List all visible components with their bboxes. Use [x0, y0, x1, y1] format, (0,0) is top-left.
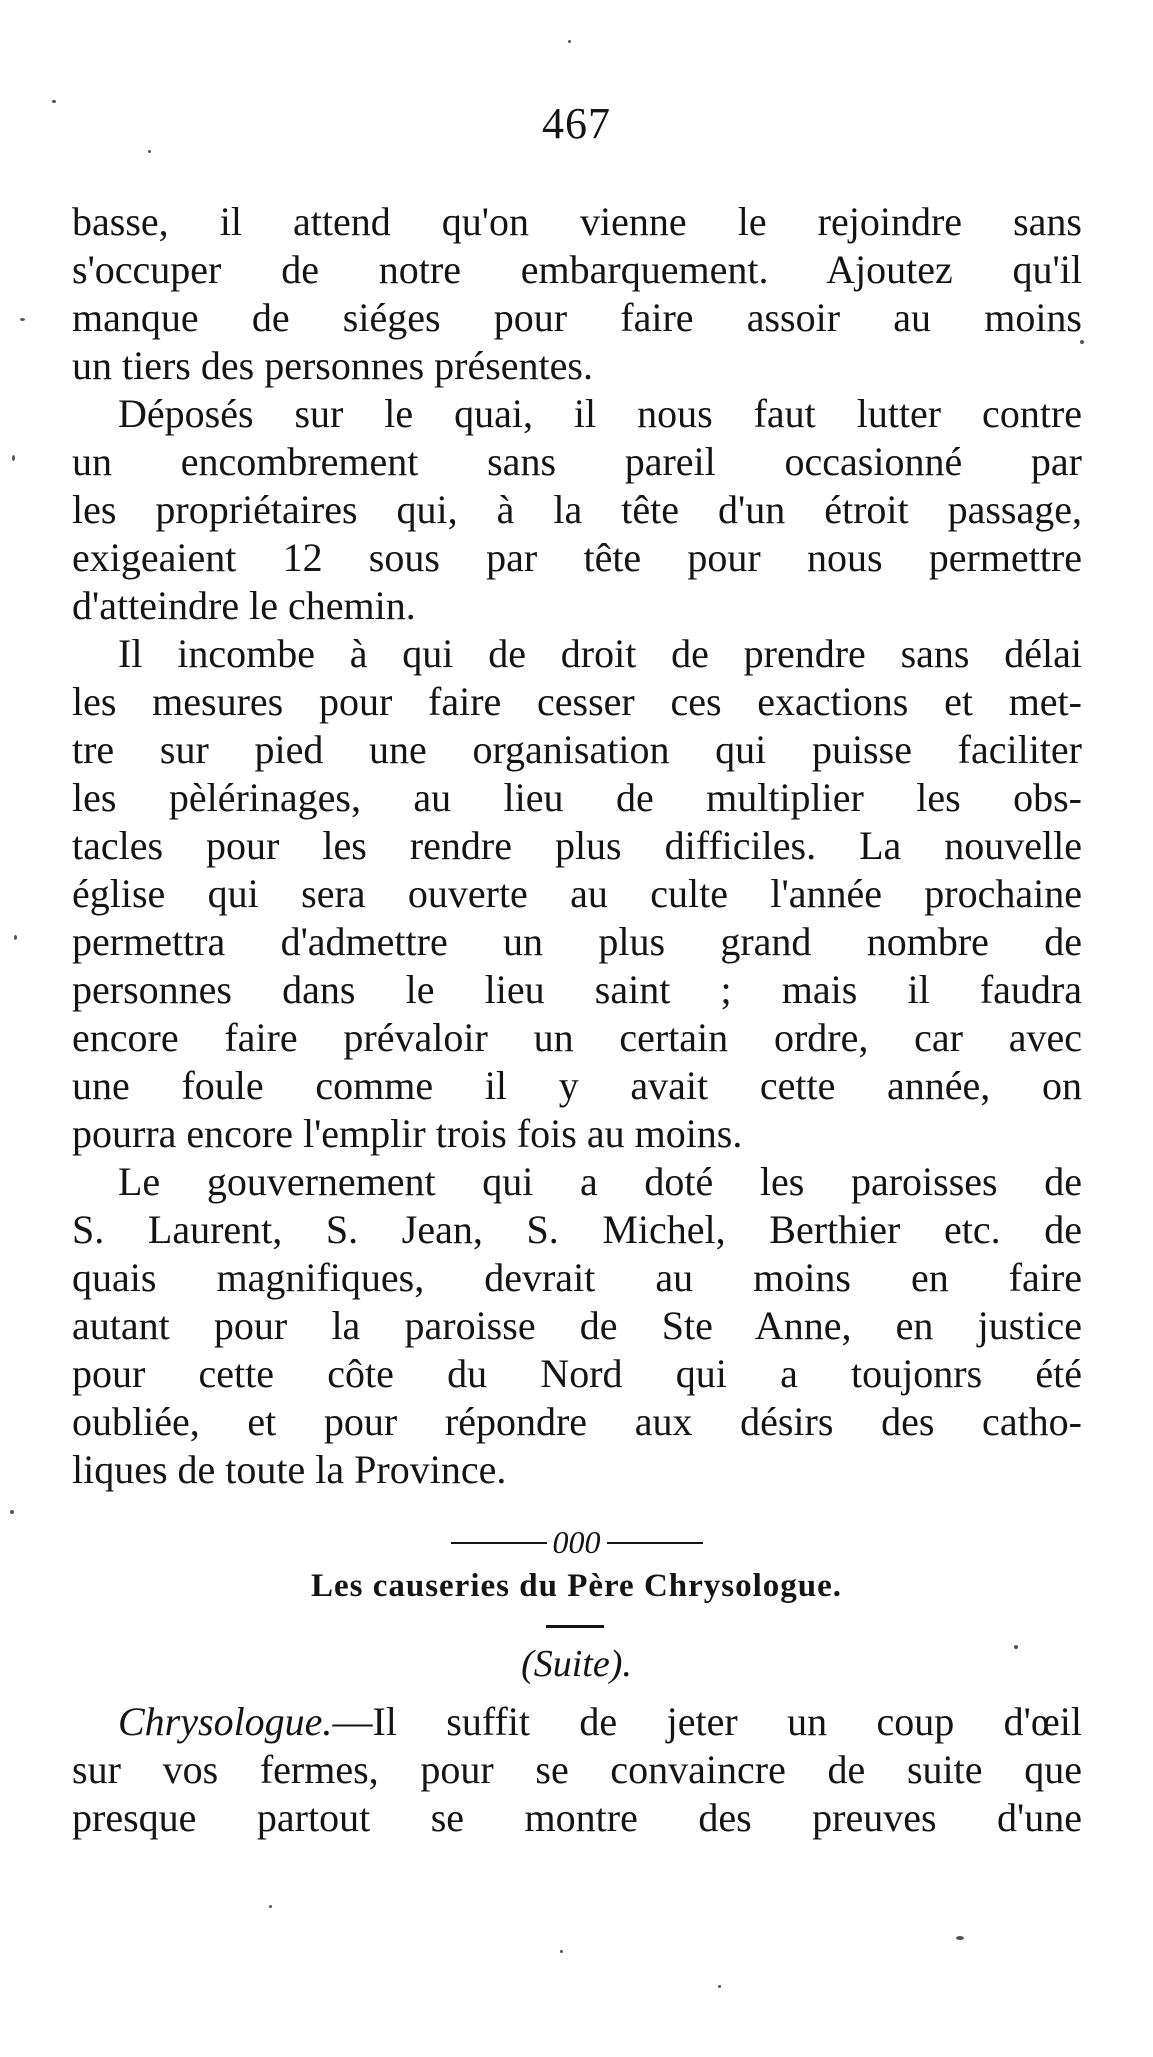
text-line: presque partout se montre des preuves d'une	[72, 1795, 1082, 1840]
text-line: personnes dans le lieu saint ; mais il faudra	[72, 967, 1082, 1012]
text-line: quais magnifiques, devrait au moins en faire	[72, 1255, 1082, 1300]
text-line: église qui sera ouverte au culte l'année prochaine	[72, 871, 1082, 916]
separator-ornament: 000	[552, 1524, 601, 1560]
scan-speck	[10, 1510, 14, 1514]
text-line: manque de siéges pour faire assoir au moins	[72, 295, 1082, 340]
page-number: 467	[542, 99, 611, 148]
text-line: basse, il attend qu'on vienne le rejoindre sans	[72, 199, 1082, 244]
separator-dash-left	[451, 1542, 547, 1544]
text-line: Il incombe à qui de droit de prendre sans délai	[118, 631, 1082, 676]
text-line: pourra encore l'emplir trois fois au moins.	[72, 1111, 743, 1156]
text-line: un encombrement sans pareil occasionné par	[72, 439, 1082, 484]
text-line: un tiers des personnes présentes.	[72, 343, 593, 388]
scan-speck	[1014, 1645, 1018, 1649]
scan-speck	[1080, 340, 1084, 344]
section-separator	[451, 1524, 703, 1561]
text-line: tacles pour les rendre plus difficiles. La nouvelle	[72, 823, 1082, 868]
section-heading: Les causeries du Père Chrysologue.	[310, 1568, 843, 1604]
text-line: les pèlérinages, au lieu de multiplier les obs-	[72, 775, 1082, 820]
scan-speck	[52, 100, 56, 103]
separator-dash-right	[607, 1542, 703, 1544]
text-line: oubliée, et pour répondre aux désirs des catho-	[72, 1399, 1082, 1444]
body-text-upper	[72, 198, 1082, 1494]
text-line: autant pour la paroisse de Ste Anne, en justice	[72, 1303, 1082, 1348]
text-line: les propriétaires qui, à la tête d'un étroit passage,	[72, 487, 1082, 532]
dialogue-first-line	[72, 1698, 1082, 1746]
scan-speck	[568, 40, 571, 43]
text-line: liques de toute la Province.	[72, 1447, 507, 1492]
section-subtitle: (Suite).	[521, 1643, 632, 1685]
text-line: d'atteindre le chemin.	[72, 583, 416, 628]
text-line: les mesures pour faire cesser ces exactions et met-	[72, 679, 1082, 724]
section-separator-wrap	[0, 1524, 1153, 1561]
text-line: permettra d'admettre un plus grand nombre de	[72, 919, 1082, 964]
scan-speck	[14, 935, 17, 940]
scan-speck	[718, 1985, 721, 1988]
heading-rule	[546, 1625, 604, 1628]
scan-speck	[956, 1936, 964, 1940]
text-line: sur vos fermes, pour se convaincre de suite que	[72, 1747, 1082, 1792]
text-line: s'occuper de notre embarquement. Ajoutez qu'il	[72, 247, 1082, 292]
text-line: encore faire prévaloir un certain ordre, car avec	[72, 1015, 1082, 1060]
text-line: Le gouvernement qui a doté les paroisses de	[118, 1159, 1082, 1204]
scan-speck	[12, 455, 15, 461]
scan-speck	[20, 318, 25, 321]
speaker-name: Chrysologue.	[118, 1699, 333, 1744]
scan-speck	[269, 1905, 272, 1908]
text-line: tre sur pied une organisation qui puisse faciliter	[72, 727, 1082, 772]
text-line: Déposés sur le quai, il nous faut lutter contre	[118, 391, 1082, 436]
body-text-lower	[72, 1698, 1082, 1842]
text-line: une foule comme il y avait cette année, on	[72, 1063, 1082, 1108]
scan-speck	[560, 1950, 563, 1953]
dialogue-text: —Il suffit de jeter un coup d'œil	[332, 1699, 1082, 1744]
text-line: exigeaient 12 sous par tête pour nous permettre	[72, 535, 1082, 580]
text-line: S. Laurent, S. Jean, S. Michel, Berthier etc. de	[72, 1207, 1082, 1252]
text-line: pour cette côte du Nord qui a toujonrs été	[72, 1351, 1082, 1396]
scan-speck	[148, 150, 151, 153]
